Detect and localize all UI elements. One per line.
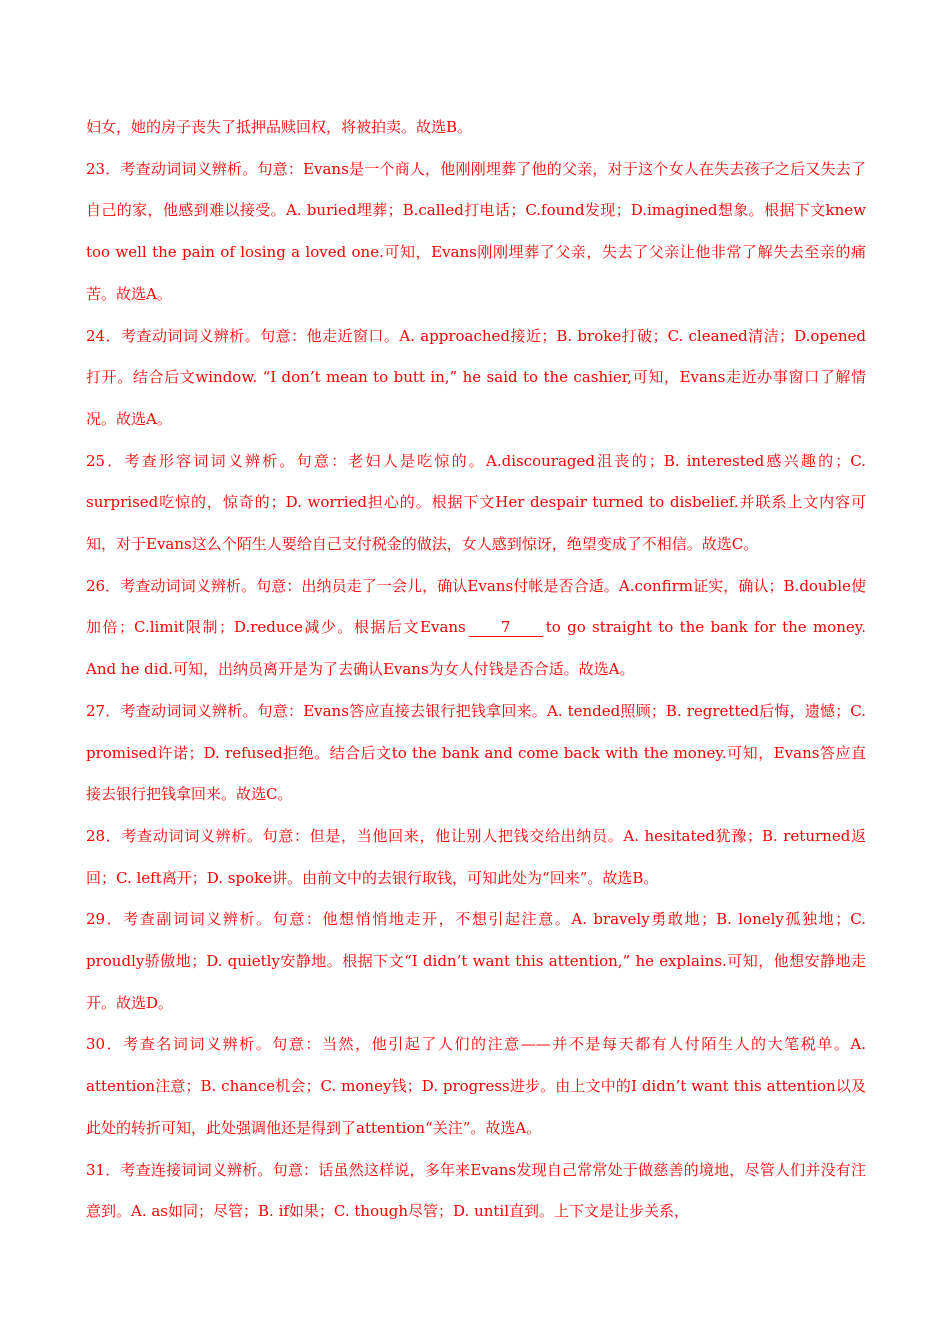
paragraph-q23: 23．考查动词词义辨析。句意：Evans是一个商人，他刚刚埋葬了他的父亲，对于这个女人在失去孩子之后又失去了自己的家，他感到难以接受。A. buried埋葬；B.called打电话；C.found发现；D.imagined想象。根据下文knew too well the pain of losing a loved one.可知，Evans刚刚埋葬了父亲，失去了父亲让他非常了解失去至亲的痛苦。故选A。 bbox=[86, 159, 866, 303]
paragraph-continuation: 妇女，她的房子丧失了抵押品赎回权，将被拍卖。故选B。 bbox=[86, 118, 473, 136]
paragraph-q27: 27．考查动词词义辨析。句意：Evans答应直接去银行把钱拿回来。A. tended照顾；B. regretted后悔，遗憾；C. promised许诺；D. refused拒绝。结合后文to the bank and come back with the money.可知，Evans答应直接去银行把钱拿回来。故选C。 bbox=[86, 701, 866, 804]
paragraph-q26 bbox=[86, 566, 866, 691]
paragraph-q24: 24．考查动词词义辨析。句意：他走近窗口。A. approached接近；B. broke打破；C. cleaned清洁；D.opened打开。结合后文window. “I don’t mean to butt in,” he said to the cashier,可知，Evans走近办事窗口了解情况。故选A。 bbox=[86, 326, 866, 428]
q26-text-before: 26．考查动词词义辨析。句意：出纳员走了一会儿，确认Evans付帐是否合适。A.confirm证实，确认；B.double使加倍；C.limit限制；D.reduce减少。根据后文Evans bbox=[86, 576, 866, 637]
paragraph-q28: 28．考查动词词义辨析。句意：但是，当他回来，他让别人把钱交给出纳员。A. hesitated犹豫；B. returned返回；C. left离开；D. spoke讲。由前文中的去银行取钱，可知此处为“回来”。故选B。 bbox=[86, 826, 866, 887]
paragraph-q30: 30．考查名词词义辨析。句意：当然，他引起了人们的注意——并不是每天都有人付陌生人的大笔税单。A. attention注意；B. chance机会；C. money钱；D. progress进步。由上文中的I didn’t want this attention以及此处的转折可知，此处强调他还是得到了attention“关注”。故选A。 bbox=[86, 1035, 866, 1137]
q26-blank: 7 bbox=[469, 619, 543, 637]
paragraph-q29: 29．考查副词词义辨析。句意：他想悄悄地走开，不想引起注意。A. bravely勇敢地；B. lonely孤独地；C. proudly骄傲地；D. quietly安静地。根据下文“I didn’t want this attention,” he explains.可知，他想安静地走开。故选D。 bbox=[86, 910, 866, 1012]
answer-explanations bbox=[86, 107, 866, 1233]
paragraph-q31: 31．考查连接词词义辨析。句意：话虽然这样说，多年来Evans发现自己常常处于做慈善的境地，尽管人们并没有注意到。A. as如同；尽管；B. if如果；C. though尽管；D. until直到。上下文是让步关系， bbox=[86, 1160, 866, 1221]
q26-text-after: to go straight to the bank for the money. And he did.可知，出纳员离开是为了去确认Evans为女人付钱是否合适。故选A。 bbox=[86, 618, 866, 679]
paragraph-q25: 25．考查形容词词义辨析。句意：老妇人是吃惊的。A.discouraged沮丧的；B. interested感兴趣的；C. surprised吃惊的，惊奇的；D. worried担心的。根据下文Her despair turned to disbelief.并联系上文内容可知，对于Evans这么个陌生人要给自己支付税金的做法，女人感到惊讶，绝望变成了不相信。故选C。 bbox=[86, 451, 866, 554]
